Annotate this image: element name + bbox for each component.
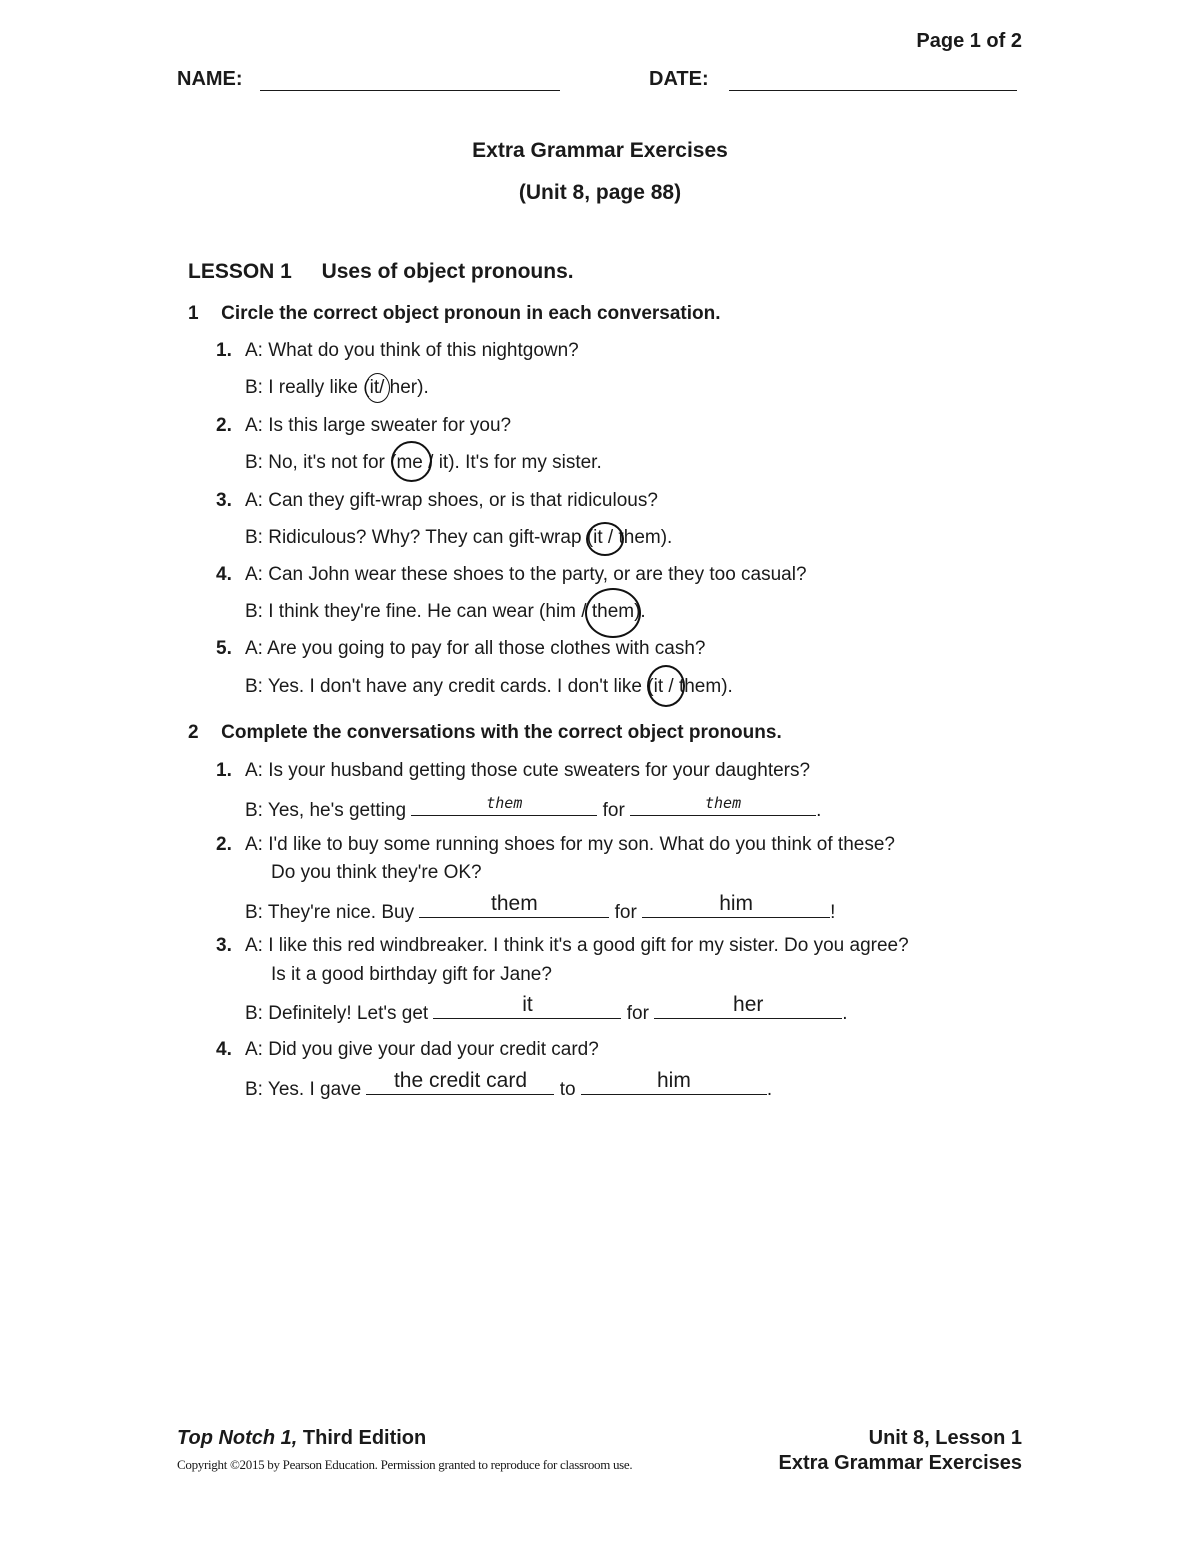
question-a: A: Is your husband getting those cute sweaters for your daughters?	[245, 760, 811, 781]
section2-heading	[188, 722, 782, 744]
section2-number: 2	[188, 722, 199, 743]
question-a: A: Can John wear these shoes to the party, or are they too casual?	[245, 564, 807, 585]
question-a: A: I like this red windbreaker. I think it's a good gift for my sister. Do you agree?	[245, 935, 909, 956]
section1-number: 1	[188, 303, 199, 324]
question-a: A: Did you give your dad your credit card?	[245, 1039, 599, 1060]
date-label: DATE:	[649, 68, 709, 90]
handwritten-answer: them	[486, 794, 523, 812]
answer-b: B: They're nice. Buy them for him !	[245, 892, 836, 923]
pronoun-choice-selected[interactable]: it	[593, 527, 603, 548]
item-number: 5.	[216, 638, 232, 659]
answer-b: B: I really like (it / her).	[245, 377, 429, 399]
answer-b: B: Yes. I gave the credit card to him .	[245, 1069, 773, 1100]
answer-blank[interactable]	[411, 794, 597, 816]
copyright-notice: Copyright ©2015 by Pearson Education. Permission granted to reproduce for classroom use.	[177, 1457, 633, 1472]
answer-circle-mark	[647, 665, 685, 707]
lesson-topic: Uses of object pronouns.	[321, 260, 574, 283]
pronoun-choice-selected[interactable]: it	[654, 676, 664, 697]
pronoun-choice-selected[interactable]: me	[396, 452, 422, 473]
item-number: 3.	[216, 935, 232, 956]
item-number: 2.	[216, 834, 232, 855]
answer-b: B: Yes. I don't have any credit cards. I don't like (it / them).	[245, 676, 733, 698]
lesson-heading	[188, 260, 574, 284]
answer-blank[interactable]	[654, 993, 842, 1019]
typed-answer: them	[491, 892, 538, 915]
section2-instruction: Complete the conversations with the correct object pronouns.	[221, 722, 782, 743]
answer-blank[interactable]	[433, 993, 621, 1019]
name-label: NAME:	[177, 68, 243, 90]
typed-answer: her	[733, 993, 764, 1016]
answer-b: B: I think they're fine. He can wear (him / them ).	[245, 601, 646, 623]
answer-b: B: Definitely! Let's get it for her .	[245, 993, 848, 1024]
item-number: 3.	[216, 490, 232, 511]
typed-answer: the credit card	[393, 1069, 528, 1092]
book-title: Top Notch 1,	[177, 1427, 298, 1449]
handwritten-answer: them	[705, 794, 742, 812]
question-a: A: Is this large sweater for you?	[245, 415, 512, 436]
typed-answer: him	[656, 1069, 691, 1092]
footer-unit-lesson: Unit 8, Lesson 1	[868, 1427, 1022, 1449]
date-field-line[interactable]	[729, 90, 1017, 91]
answer-b: B: No, it's not for (me / it). It's for my sister.	[245, 452, 602, 474]
item-number: 1.	[216, 760, 232, 781]
question-a: A: Can they gift-wrap shoes, or is that ridiculous?	[245, 490, 658, 511]
answer-blank[interactable]	[581, 1069, 767, 1095]
book-edition: Third Edition	[297, 1427, 427, 1449]
name-field-line[interactable]	[260, 90, 560, 91]
pronoun-choice[interactable]: him	[545, 601, 576, 622]
section1-instruction: Circle the correct object pronoun in each conversation.	[221, 303, 721, 324]
answer-b: B: Yes, he's getting them for them .	[245, 794, 822, 821]
answer-blank[interactable]	[630, 794, 816, 816]
pronoun-choice-selected[interactable]: it	[370, 377, 380, 398]
question-a: A: I'd like to buy some running shoes for my son. What do you think of these?	[245, 834, 895, 855]
question-a: A: Are you going to pay for all those clothes with cash?	[245, 638, 706, 659]
page-indicator: Page 1 of 2	[916, 30, 1022, 52]
section1-heading	[188, 303, 721, 325]
pronoun-choice[interactable]: her	[389, 377, 418, 398]
item-number: 4.	[216, 564, 232, 585]
pronoun-choice[interactable]: it	[438, 452, 449, 473]
answer-blank[interactable]	[366, 1069, 554, 1095]
answer-circle-mark	[585, 588, 641, 638]
lesson-label: LESSON 1	[188, 260, 292, 283]
answer-circle-mark	[391, 441, 432, 482]
answer-b: B: Ridiculous? Why? They can gift-wrap (it / them).	[245, 527, 672, 549]
answer-blank[interactable]	[642, 892, 830, 918]
footer-book-title	[177, 1427, 426, 1450]
footer-title: Extra Grammar Exercises	[778, 1452, 1022, 1474]
answer-blank[interactable]	[419, 892, 609, 918]
question-a: A: What do you think of this nightgown?	[245, 340, 579, 361]
item-number: 4.	[216, 1039, 232, 1060]
question-a-continued: Is it a good birthday gift for Jane?	[271, 964, 552, 985]
pronoun-choice[interactable]: them	[618, 527, 661, 548]
pronoun-choice[interactable]: them	[678, 676, 722, 697]
worksheet-subtitle: (Unit 8, page 88)	[518, 181, 682, 204]
answer-circle-mark	[586, 522, 624, 556]
answer-circle-mark	[365, 373, 390, 403]
typed-answer: him	[719, 892, 754, 915]
typed-answer: it	[522, 993, 533, 1016]
item-number: 1.	[216, 340, 232, 361]
pronoun-choice-selected[interactable]: them	[592, 601, 634, 622]
question-a-continued: Do you think they're OK?	[271, 862, 482, 883]
worksheet-title: Extra Grammar Exercises	[472, 139, 728, 162]
item-number: 2.	[216, 415, 232, 436]
